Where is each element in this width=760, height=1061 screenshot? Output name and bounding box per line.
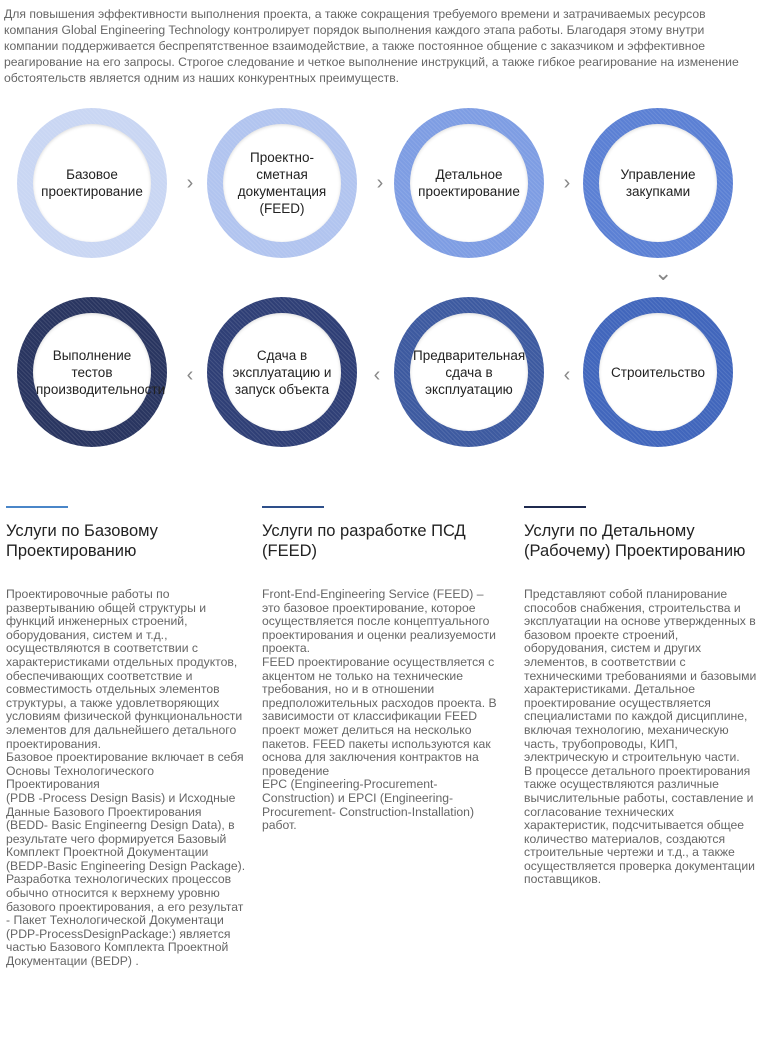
step-basic-design — [17, 108, 167, 258]
step-label: Сдача в эксплуатацию и запуск объекта — [232, 347, 332, 397]
column-text: Front-End-Engineering Service (FEED) – это базовое проектирование, которое осуществляется после концептуального проектирования и оценки реализуемости проекта. FEED проектирование осуществляется с акцентом не только на технические требования, но и в отношении предположительных расходов проекта. В зависимости от классификации FEED проект может делиться на несколько пакетов. FEED пакеты используются как основа для заключения контрактов на проведение EPC (Engineering-Procurement-Construction) и EPCI (Engineering-Procurement- Construction-Installation) работ. — [262, 587, 497, 833]
column-title: Услуги по Детальному (Рабочему) Проектированию — [524, 522, 746, 560]
service-column-feed — [256, 506, 502, 833]
step-procurement — [583, 108, 733, 258]
step-label: Предварительная сдача в эксплуатацию — [413, 347, 526, 397]
step-commissioning — [207, 297, 357, 447]
step-detailed-design — [394, 108, 544, 258]
arrow-right-icon: › — [376, 172, 384, 194]
service-column-detailed — [518, 506, 760, 887]
step-construction — [583, 297, 733, 447]
column-accent-bar — [262, 506, 324, 508]
step-label: Выполнение тестов производительности — [36, 347, 166, 397]
step-label: Управление закупками — [620, 167, 696, 199]
column-title: Услуги по Базовому Проектированию — [6, 522, 158, 560]
arrow-down-icon: ⌄ — [654, 260, 673, 285]
intro-paragraph: Для повышения эффективности выполнения проекта, а также сокращения требуемого времени и затрачиваемых ресурсов компания Global Engineering Technology контролирует порядок выполнения каждого этапа работы. Благодаря этому внутри компании поддерживается беспрепятственное взаимодействие, а также постоянное общение с заказчиком и эффективное реагирование на его запросы. Строгое следование и четкое выполнение инструкций, а также гибкое реагирование на изменение обстоятельств является одним из наших конкурентных преимуществ. — [4, 7, 739, 85]
arrow-right-icon: › — [186, 172, 194, 194]
step-label: Детальное проектирование — [418, 167, 520, 199]
step-performance-tests — [17, 297, 167, 447]
step-label: Строительство — [611, 364, 705, 380]
step-label: Проектно-сметная документация (FEED) — [237, 150, 327, 216]
arrow-left-icon: ‹ — [373, 364, 381, 386]
column-accent-bar — [6, 506, 68, 508]
arrow-right-icon: › — [563, 172, 571, 194]
step-label: Базовое проектирование — [41, 167, 143, 199]
arrow-left-icon: ‹ — [563, 364, 571, 386]
arrow-left-icon: ‹ — [186, 364, 194, 386]
step-feed — [207, 108, 357, 258]
column-text: Проектировочные работы по развертыванию общей структуры и функций инженерных строений, оборудования, систем и т.д., осуществляются в соответствии с характеристиками отдельных продуктов, обеспечивающих соответствие и совместимость отдельных элементов структуры, а также удовлетворяющих условиям физической функциональности элементов для дальнейшего детального проектирования. Базовое проектирование включает в себя Основы Технологического Проектирования (PDB -Process Design Basis) и Исходные Данные Базового Проектирования (BEDD- Basic Engineerng Design Data), в результате чего формируется Базовый Комплект Проектной Документации (BEDP-Basic Engineering Design Package). Разработка технологических процессов обычно относится к верхнему уровню базового проектирования, а его результат - Пакет Технологической Документаци (PDP-ProcessDesignPackage:) является частью Базового Комплекта Проектной Документации (BEDP) . — [6, 587, 246, 969]
column-accent-bar — [524, 506, 586, 508]
step-pre-commissioning — [394, 297, 544, 447]
column-title: Услуги по разработке ПСД (FEED) — [262, 522, 466, 560]
service-column-basic — [0, 506, 246, 969]
column-text: Представляют собой планирование способов снабжения, строительства и эксплуатации на основе утвержденных в базовом проекте строений, оборудования, систем и других элементов, в соответствии с техническими требованиями и базовыми характеристиками. Детальное проектирование осуществляется специалистами по каждой дисциплине, включая технологию, механическую часть, трубопроводы, КИП, электрическую и строительную части. В процессе детального проектирования также осуществляются различные вычислительные работы, составление и согласование технических характеристик, подсчитывается общее количество материалов, создаются строительные чертежи и т.д., а также осуществляется проверка документации поставщиков. — [524, 587, 757, 887]
